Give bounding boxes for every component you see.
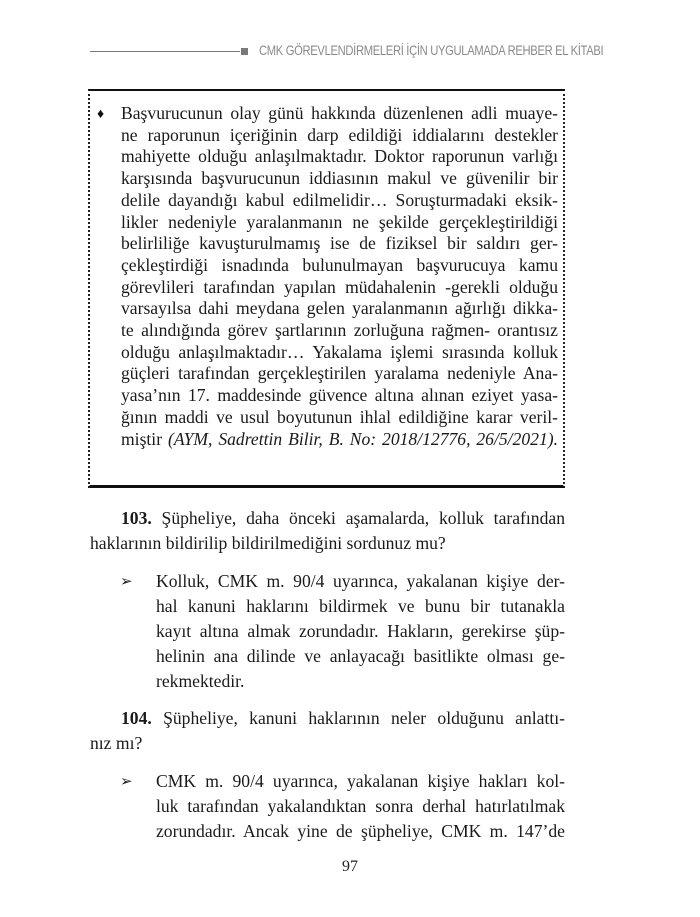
question-line xyxy=(90,706,565,731)
quote-line: likler nedeniyle yaralanmanın ne şekilde gerçekleştirildiği xyxy=(121,211,558,232)
citation: (AYM, Sadrettin Bilir, B. No: 2018/12776, 26/5/2021). xyxy=(167,428,558,449)
quote-line: çekleştirdiği isnadında bulunulmayan başvurucuya kamu xyxy=(121,254,558,275)
quote-line: mahiyette olduğu anlaşılmaktadır. Doktor raporunun varlığı xyxy=(121,146,558,167)
diamond-bullet-icon: ♦ xyxy=(97,107,105,122)
answer-line: helinin ana dilinde ve anlayacağı basitlikte olması ge- xyxy=(156,646,565,666)
quote-line: delile dayandığı kabul edilmelidir… Soruşturmadaki eksik- xyxy=(121,189,558,210)
question-number: 104. xyxy=(121,708,152,728)
answer-text xyxy=(156,769,565,844)
answer-line: rekmektedir. xyxy=(156,671,245,691)
header-square-icon xyxy=(241,48,248,55)
answer-line: kayıt altına almak zorundadır. Hakların, gerekirse şüp- xyxy=(156,621,565,641)
header-rule xyxy=(90,51,240,52)
quote-line: görevlileri tarafından yapılan müdahalenin -gerekli olduğu xyxy=(121,276,558,297)
quote-line: Başvurucunun olay günü hakkında düzenlenen adli muaye- xyxy=(121,103,558,123)
quote-line: varsayılsa dahi meydana gelen yaralanmanın ağırlığı dikka- xyxy=(121,298,558,319)
quote-line: te alındığında görev şartlarının zorluğuna rağmen- orantısız xyxy=(121,320,558,341)
question-number: 103. xyxy=(121,508,152,528)
quote-last-prefix: miştir xyxy=(121,428,168,449)
answer-line: luk tarafından yakalandıktan sonra derhal hatırlatılmak xyxy=(156,796,565,816)
running-title: CMK GÖREVLENDİRMELERİ İÇİN UYGULAMADA REHBER EL KİTABI xyxy=(259,42,604,58)
quote-line: ğının maddi ve usul boyutunun ihlal edildiğine karar veril- xyxy=(121,406,558,427)
quote-line: ne raporunun içeriğinin darp edildiği iddialarını destekler xyxy=(121,124,558,145)
answer-line: zorundadır. Ancak yine de şüpheliye, CMK m. 147’de xyxy=(156,821,565,841)
question-line: nız mı? xyxy=(90,733,143,753)
answer-text xyxy=(156,569,565,694)
quote-box xyxy=(88,89,565,488)
quote-last-line xyxy=(121,429,558,451)
quote-line: karşısında başvurucunun iddiasının makul ve güvenilir bir xyxy=(121,168,558,189)
arrow-bullet-icon: ➢ xyxy=(120,772,133,790)
question-line xyxy=(90,506,565,531)
answer-line: Kolluk, CMK m. 90/4 uyarınca, yakalanan kişiye der- xyxy=(156,571,565,591)
answer-line: hal kanuni haklarını bildirmek ve bunu bir tutanakla xyxy=(156,596,565,616)
running-header xyxy=(90,42,604,62)
page-number: 97 xyxy=(342,858,358,875)
quote-line: güçleri tarafından gerçekleştirilen yaralama nedeniyle Ana- xyxy=(121,363,558,384)
question-103 xyxy=(90,506,565,556)
quote-line: olduğu anlaşılmaktadır… Yakalama işlemi sırasında kolluk xyxy=(121,341,558,362)
arrow-bullet-icon: ➢ xyxy=(120,572,133,590)
quote-text xyxy=(121,103,558,450)
answer-line: CMK m. 90/4 uyarınca, yakalanan kişiye hakları kol- xyxy=(156,771,565,791)
question-text: Şüpheliye, kanuni haklarının neler olduğunu anlattı- xyxy=(151,708,565,728)
question-line: haklarının bildirilip bildirilmediğini sordunuz mu? xyxy=(90,533,446,553)
question-text: Şüpheliye, daha önceki aşamalarda, kolluk tarafından xyxy=(151,508,565,528)
question-104 xyxy=(90,706,565,756)
quote-line: yasa’nın 17. maddesinde güvence altına alınan eziyet yasa- xyxy=(121,385,558,406)
quote-line: belirliliğe kavuşturulmamış ise de fiziksel bir saldırı ger- xyxy=(121,233,558,254)
